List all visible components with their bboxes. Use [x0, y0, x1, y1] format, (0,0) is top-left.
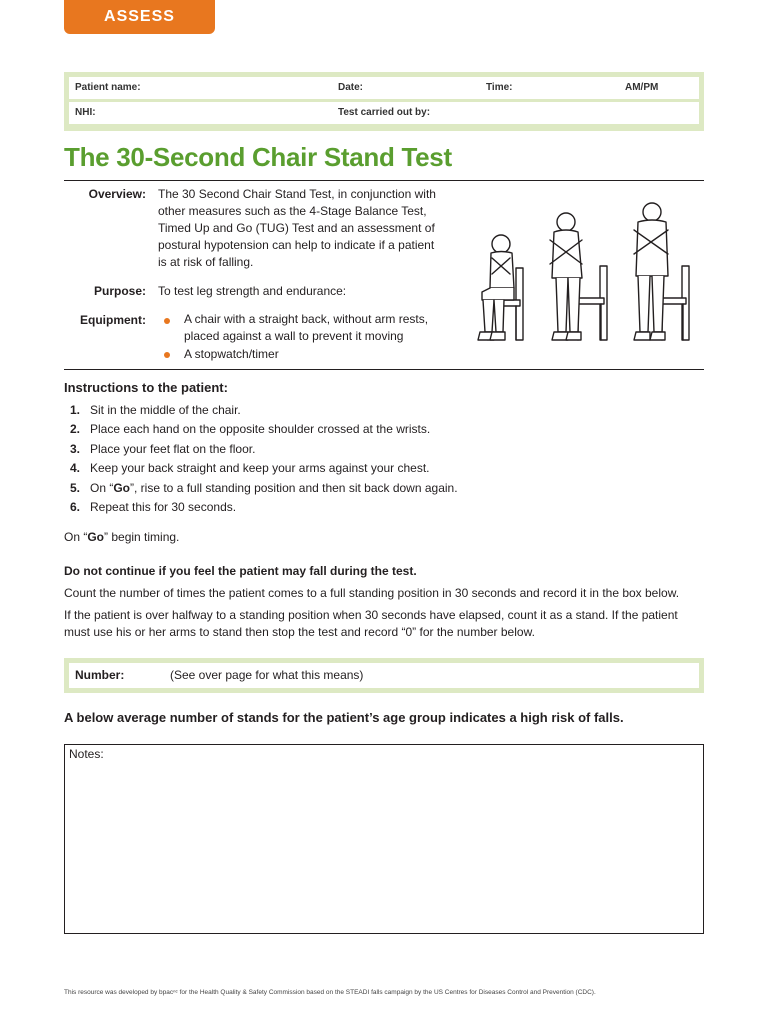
page-title: The 30-Second Chair Stand Test: [64, 142, 452, 172]
count-instruction: Count the number of times the patient comes to a full standing position in 30 seconds and record it in the box below.: [64, 586, 680, 600]
risk-statement: A below average number of stands for the patient’s age group indicates a high risk of falls.: [64, 710, 624, 725]
instruction-step: 1. Sit in the middle of the chair.: [69, 403, 241, 417]
patient-details-row-1: [69, 77, 699, 99]
test-carried-out-by-field[interactable]: Test carried out by:: [338, 107, 431, 118]
date-field[interactable]: Date:: [338, 82, 364, 93]
bullet-icon: [164, 318, 170, 324]
divider-top: [64, 180, 704, 181]
overview-label: Overview:: [88, 187, 146, 201]
patient-name-field[interactable]: Patient name:: [75, 82, 141, 93]
notes-field[interactable]: [64, 744, 704, 934]
halfway-instruction: If the patient is over halfway to a standing position when 30 seconds have elapsed, count it as a stand. If the patient must use his or her arms to stand then stop the test and record “0” for the number below.: [64, 608, 678, 639]
instruction-step: 6. Repeat this for 30 seconds.: [69, 500, 237, 514]
chair-stand-figures-icon: [470, 200, 702, 350]
go-timing-line: On “Go” begin timing.: [64, 530, 180, 544]
do-not-continue-warning: Do not continue if you feel the patient may fall during the test.: [64, 564, 417, 578]
overview-text: The 30 Second Chair Stand Test, in conjunction with other measures such as the 4-Stage Balance Test, Timed Up and Go (TUG) Test and an assessment of postural hypotension can help to indicate if a patient is at risk of falling.: [158, 187, 436, 269]
instruction-step: 4. Keep your back straight and keep your arms against your chest.: [69, 461, 430, 475]
ampm-label: AM/PM: [625, 82, 659, 93]
number-box: [64, 658, 704, 693]
purpose-text: To test leg strength and endurance:: [158, 284, 347, 298]
equipment-label: Equipment:: [80, 313, 146, 327]
nhi-field[interactable]: NHI:: [75, 107, 96, 118]
seated-figure-icon: [478, 235, 523, 340]
purpose-label: Purpose:: [93, 284, 146, 298]
instructions-heading: Instructions to the patient:: [64, 380, 228, 395]
time-field[interactable]: Time:: [486, 82, 513, 93]
assess-tab: ASSESS: [64, 0, 215, 34]
divider-middle: [64, 369, 704, 370]
equipment-item: A chair with a straight back, without arm rests, placed against a wall to prevent it moving: [184, 312, 429, 343]
rising-figure-icon: [550, 213, 607, 340]
patient-details-box: [64, 72, 704, 131]
patient-details-row-2: [69, 102, 699, 124]
standing-figure-icon: [634, 203, 689, 340]
footer-credit: This resource was developed by bpacⁿᶜ for the Health Quality & Safety Commission based on the STEADI falls campaign by the US Centres for Diseases Control and Prevention (CDC).: [64, 989, 596, 996]
instruction-step: 2. Place each hand on the opposite shoulder crossed at the wrists.: [69, 422, 431, 436]
instruction-step: 5. On “Go”, rise to a full standing position and then sit back down again.: [69, 481, 458, 495]
bullet-icon: [164, 352, 170, 358]
number-label: Number:: [75, 668, 125, 682]
notes-label: Notes:: [69, 747, 104, 761]
number-field[interactable]: [69, 663, 699, 688]
instruction-step: 3. Place your feet flat on the floor.: [69, 442, 256, 456]
number-note: (See over page for what this means): [170, 668, 364, 682]
equipment-item: A stopwatch/timer: [184, 347, 279, 361]
